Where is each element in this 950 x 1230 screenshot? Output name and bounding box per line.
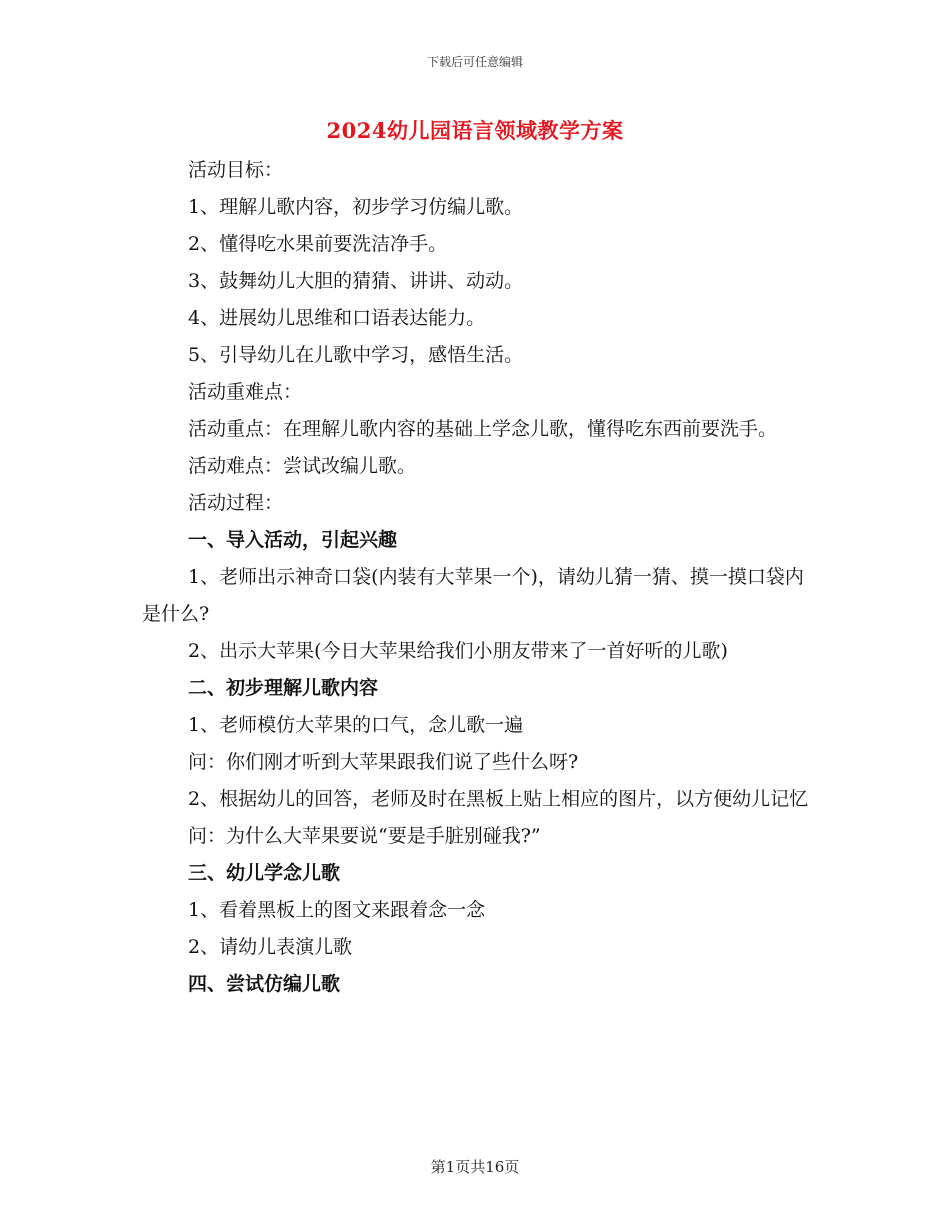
paragraph: 2、懂得吃水果前要洗洁净手。 [188,233,448,255]
paragraph: 5、引导幼儿在儿歌中学习，感悟生活。 [188,344,524,366]
paragraph: 问：为什么大苹果要说“要是手脏别碰我?” [188,825,541,847]
paragraph: 4、进展幼儿思维和口语表达能力。 [188,307,486,329]
paragraph: 问：你们刚才听到大苹果跟我们说了些什么呀? [188,751,579,773]
document-title: 2024幼儿园语言领域教学方案 [326,118,624,143]
paragraph: 活动目标： [188,159,284,181]
section-heading: 四、尝试仿编儿歌 [188,973,341,995]
paragraph: 1、看着黑板上的图文来跟着念一念 [188,899,486,921]
paragraph: 1、老师出示神奇口袋(内装有大苹果一个)，请幼儿猜一猜、摸一摸口袋内是什么? [142,566,804,625]
paragraph: 2、根据幼儿的回答，老师及时在黑板上贴上相应的图片，以方便幼儿记忆 [188,788,809,810]
paragraph: 1、理解儿歌内容，初步学习仿编儿歌。 [188,196,524,218]
document-body [142,152,812,1003]
section-heading: 二、初步理解儿歌内容 [188,677,379,699]
paragraph: 2、请幼儿表演儿歌 [188,936,353,958]
paragraph: 1、老师模仿大苹果的口气，念儿歌一遍 [188,714,524,736]
paragraph: 活动过程： [188,492,284,514]
section-heading: 三、幼儿学念儿歌 [188,862,341,884]
paragraph: 活动重点：在理解儿歌内容的基础上学念儿歌，懂得吃东西前要洗手。 [188,418,778,440]
header-note: 下载后可任意编辑 [426,55,523,69]
section-heading: 一、导入活动，引起兴趣 [188,529,398,551]
paragraph: 活动重难点： [188,381,303,403]
page-footer: 第1页共16页 [430,1158,520,1176]
paragraph: 3、鼓舞幼儿大胆的猜猜、讲讲、动动。 [188,270,524,292]
paragraph: 活动难点：尝试改编儿歌。 [188,455,417,477]
paragraph: 2、出示大苹果(今日大苹果给我们小朋友带来了一首好听的儿歌) [188,640,728,662]
